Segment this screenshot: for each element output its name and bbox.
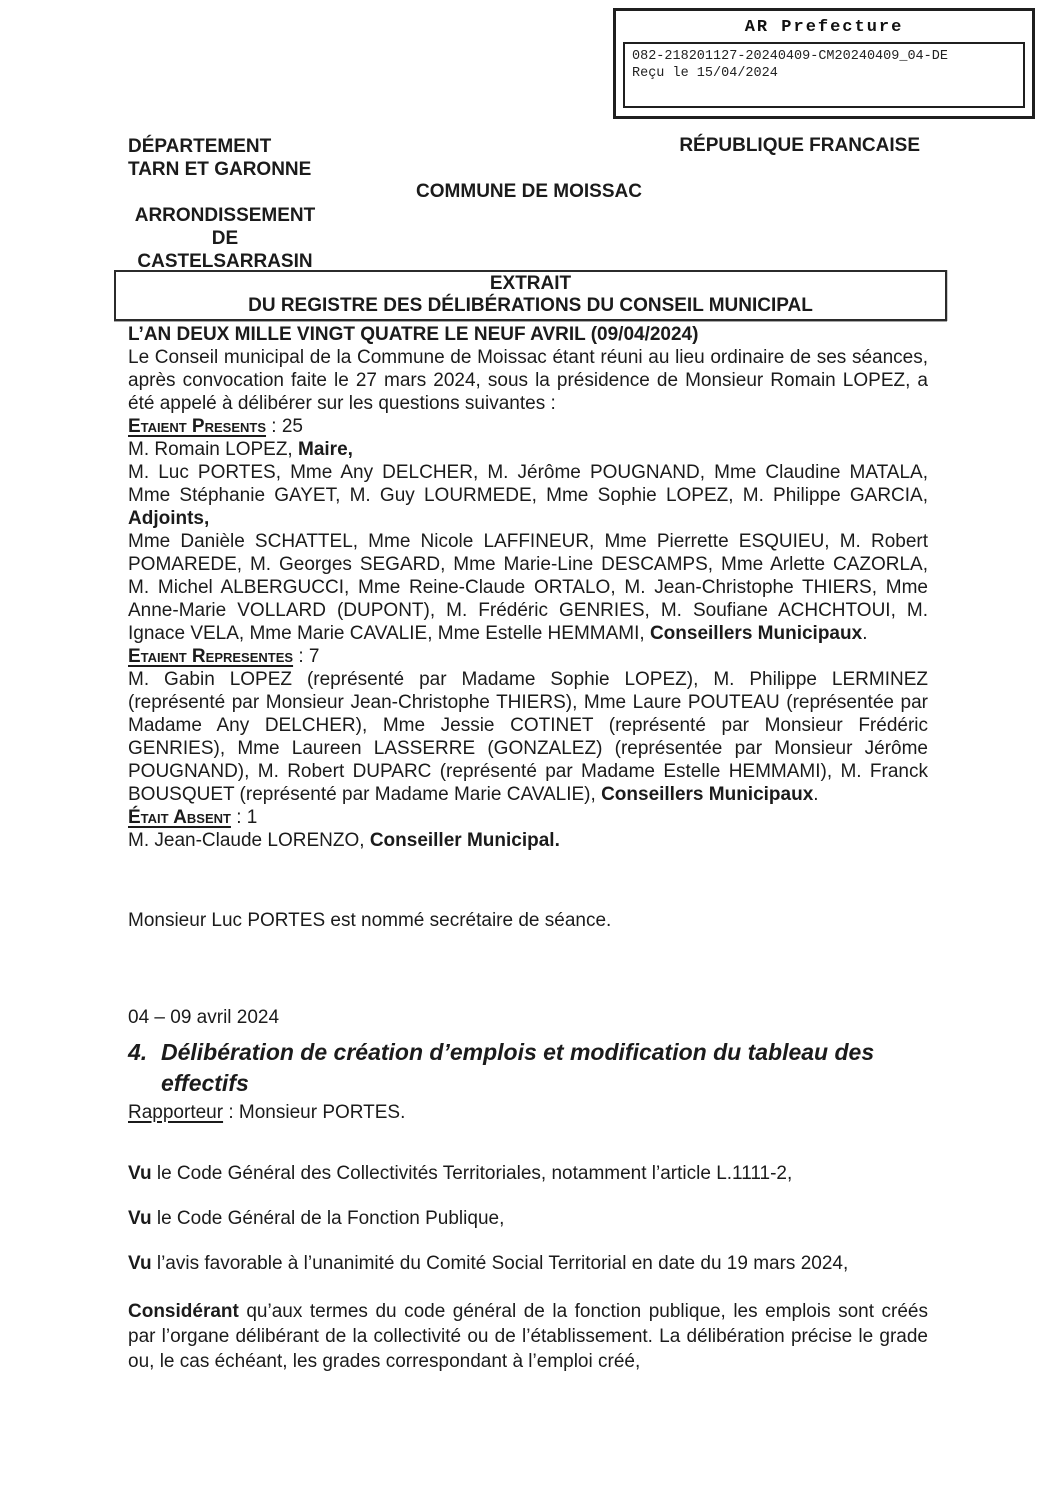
- extrait-subtitle: DU REGISTRE DES DÉLIBÉRATIONS DU CONSEIL MUNICIPAL: [248, 295, 813, 316]
- absent-heading: Était Absent : 1: [128, 807, 258, 828]
- extrait-title: EXTRAIT: [489, 273, 572, 294]
- arrondissement-line2: DE: [211, 228, 239, 249]
- departement-line1: DÉPARTEMENT: [128, 136, 272, 157]
- departement-label: [128, 135, 311, 181]
- considerant-paragraph: Considérant qu’aux termes du code général de la fonction publique, les emplois sont créés par l’organe délibérant de la collectivité ou de l’établissement. La délibération précise le grade ou, le cas échéant, les grades correspondant à l’emploi créé,: [128, 1301, 928, 1372]
- maire-line: M. Romain LOPEZ, Maire,: [128, 439, 353, 460]
- representes-heading: Etaient Representes : 7: [128, 646, 320, 667]
- deliberation-heading: [128, 1037, 928, 1099]
- date-range: 04 – 09 avril 2024: [128, 1007, 280, 1028]
- arrondissement-line1: ARRONDISSEMENT: [134, 205, 316, 226]
- commune-label: COMMUNE DE MOISSAC: [416, 181, 642, 202]
- arrondissement-line3: CASTELSARRASIN: [137, 251, 313, 272]
- vu-cgct: Vu le Code Général des Collectivités Territoriales, notamment l’article L.1111-2,: [128, 1163, 793, 1184]
- departement-line2: TARN ET GARONNE: [128, 159, 312, 180]
- rapporteur-line: Rapporteur : Monsieur PORTES.: [128, 1102, 406, 1123]
- deliberation-title: Délibération de création d’emplois et modification du tableau des effectifs: [161, 1039, 875, 1096]
- vu-cst: Vu l’avis favorable à l’unanimité du Comité Social Territorial en date du 19 mars 2024,: [128, 1253, 849, 1274]
- deliberation-content: [128, 1101, 928, 1374]
- ar-stamp-received-date: Reçu le 15/04/2024: [632, 66, 778, 81]
- extrait-box: [114, 270, 947, 321]
- session-content: [128, 323, 928, 1029]
- ar-stamp-details: [623, 42, 1025, 108]
- session-date-heading: L’AN DEUX MILLE VINGT QUATRE LE NEUF AVRIL (09/04/2024): [128, 324, 699, 345]
- deliberation-number: 4.: [128, 1039, 148, 1065]
- absent-line: M. Jean-Claude LORENZO, Conseiller Municipal.: [128, 830, 560, 851]
- session-intro: Le Conseil municipal de la Commune de Moissac étant réuni au lieu ordinaire de ses séances, après convocation faite le 27 mars 2024, sous la présidence de Monsieur Romain LOPEZ, a été appelé à délibérer sur les questions suivantes :: [128, 347, 928, 414]
- ar-stamp-code: 082-218201127-20240409-CM20240409_04-DE: [632, 49, 948, 64]
- conseillers-paragraph: Mme Danièle SCHATTEL, Mme Nicole LAFFINEUR, Mme Pierrette ESQUIEU, M. Robert POMAREDE, M. Georges SEGARD, Mme Marie-Line DESCAMPS, Mme Arlette CAZORLA, M. Michel ALBERGUCCI, Mme Reine-Claude ORTALO, M. Jean-Christophe THIERS, Mme Anne-Marie VOLLARD (DUPONT), M. Frédéric GENRIES, M. Soufiane ACHCHTOUI, M. Ignace VELA, Mme Marie CAVALIE, Mme Estelle HEMMAMI, Conseillers Municipaux.: [128, 531, 928, 644]
- ar-stamp-title: AR Prefecture: [744, 18, 904, 37]
- republique-label: RÉPUBLIQUE FRANCAISE: [679, 135, 920, 156]
- secretaire-line: Monsieur Luc PORTES est nommé secrétaire de séance.: [128, 910, 612, 931]
- representes-paragraph: M. Gabin LOPEZ (représenté par Madame Sophie LOPEZ), M. Philippe LERMINEZ (représenté par Monsieur Jean-Christophe THIERS), Mme Laure POUTEAU (représentée par Madame Any DELCHER), Mme Jessie COTINET (représenté par Monsieur Frédéric GENRIES), Mme Laureen LASSERRE (GONZALEZ) (représentée par Monsieur Jérôme POUGNAND), M. Robert DUPARC (représenté par Madame Estelle HEMMAMI), M. Franck BOUSQUET (représenté par Madame Marie CAVALIE), Conseillers Municipaux.: [128, 669, 928, 805]
- document-body: [114, 270, 947, 1374]
- vu-cgfp: Vu le Code Général de la Fonction Publique,: [128, 1208, 505, 1229]
- arrondissement-label: [128, 204, 322, 273]
- presents-heading: Etaient Presents : 25: [128, 416, 303, 437]
- adjoints-paragraph: M. Luc PORTES, Mme Any DELCHER, M. Jérôme POUGNAND, Mme Claudine MATALA, Mme Stéphanie GAYET, M. Guy LOURMEDE, Mme Sophie LOPEZ, M. Philippe GARCIA, Adjoints,: [128, 462, 928, 529]
- ar-stamp-box: [613, 8, 1035, 119]
